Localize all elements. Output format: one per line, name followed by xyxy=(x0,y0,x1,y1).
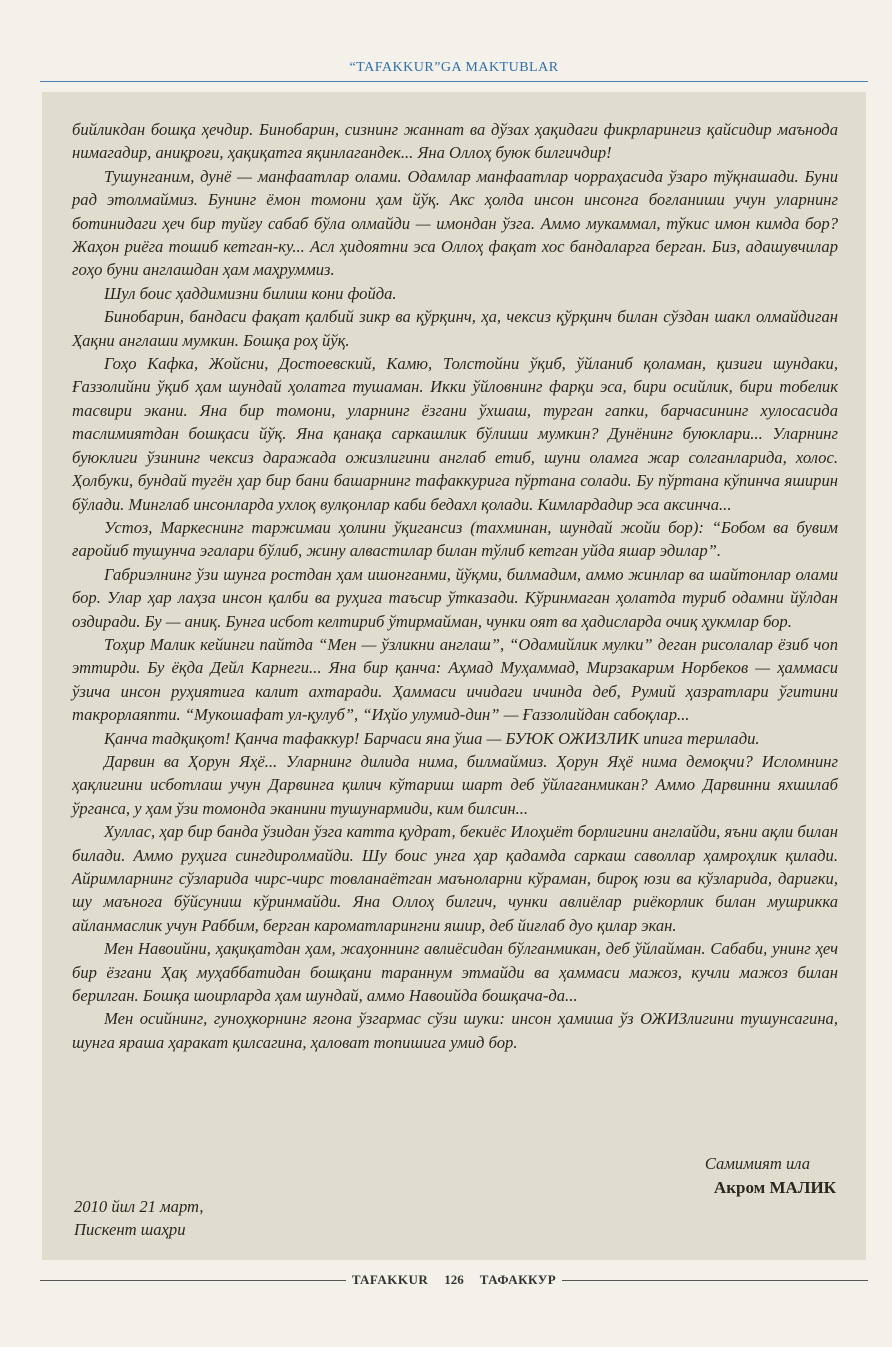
article-body xyxy=(72,118,838,1054)
paragraph: Тоҳир Малик кейинги пайтда “Мен — ўзликни англаш”, “Одамийлик мулки” деган рисолалар ёзиб чоп эттирди. Бу ёқда Дейл Карнеги... Яна бир қанча: Аҳмад Муҳаммад, Мирзакарим Норбеков — ҳаммаси ўзича инсон руҳиятига калит ахтаради. Ҳаммаси ичидаги ичинда деб, Румий ҳазратлари ўгитини такрорлаяпти. “Мукошафат ул-қулуб”, “Иҳйо улумид-дин” — Ғаззолийдан сабоқлар... xyxy=(72,634,838,725)
paragraph: Габриэлнинг ўзи шунга ростдан ҳам ишонганми, йўқми, билмадим, аммо жинлар ва шайтонлар олами бор. Улар ҳар лаҳза инсон қалби ва руҳига таъсир ўтказади. Кўринмаган ҳолатда туриб одамни йўлдан оздиради. Бу — аниқ. Бунга исбот келтириб ўтирмайман, чунки оят ва ҳадисларда очиқ ҳукмлар бор. xyxy=(72,564,838,631)
paragraph: Устоз, Маркеснинг таржимаи ҳолини ўқигансиз (тахминан, шундай жойи бор): “Бобом ва бувим ғаройиб тушунча эгалари бўлиб, жину алвастилар билан тўлиб кетган уйда яшар эдилар”. xyxy=(72,517,838,561)
running-header: “TAFAKKUR”GA MAKTUBLAR xyxy=(349,60,559,75)
page-footer xyxy=(40,1270,868,1290)
footer-label-cyrillic: ТАФАККУР xyxy=(479,1272,557,1287)
paragraph: Гоҳо Кафка, Жойсни, Достоевский, Камю, Толстойни ўқиб, ўйланиб қоламан, қизиғи шундаки, Ғаззолийни ўқиб ҳам шундай ҳолатга тушаман. Икки ўйловнинг фарқи эса, бири осийлик, бири тобелик тасвири экани. Яна бир томони, уларнинг ёзгани ўхшаш, турган гапки, барчасининг хулосасида таслимиятдан бошқаси йўқ. Яна қанақа саркашлик бўлиши мумкин? Дунёнинг буюклари... Уларнинг буюклиги ўзининг чексиз даражада ожизлигини англаб етиб, шуни оламга жар солганларида, холос. Ҳолбуки, бундай тугён ҳар бир бани башарнинг тафаккурига пўртана солади. Бу пўртана кўпинча яширин бўлади. Минглаб инсонларда ухлоқ вулқонлар каби бедахл қолади. Кимлардадир эса аксинча... xyxy=(72,354,838,514)
page-number: 126 xyxy=(444,1272,464,1287)
paragraph: Хуллас, ҳар бир банда ўзидан ўзга катта қудрат, бекиёс Илоҳиёт борлигини англайди, яъни ақли билан билади. Аммо руҳига сингдиролмайди. Шу боис унга ҳар қадамда саркаш саволлар ҳамроҳлик қилади. Айримларнинг сўзларида чирс-чирс товланаётган маъноларни кўраман, бироқ юзи ва кўзларида, дариғки, шу маънога бўйсуниш кўринмайди. Яна Оллоҳ билгич, чунки авлиёлар риёкорлик билан мушрикка айланмаслик учун Раббим, берган кароматларингни яшир, деб йиғлаб дуо қилар экан. xyxy=(72,822,838,935)
paragraph: Дарвин ва Ҳорун Яҳё... Уларнинг дилида нима, билмаймиз. Ҳорун Яҳё нима демоқчи? Исломнинг ҳақлигини исботлаш учун Дарвинга қилич кўтариш шарт деб ўйлаганмикан? Аммо Дарвинни яхшилаб ўрганса, у ҳам ўзи томонда эканини тушунармиди, ким билсин... xyxy=(72,751,838,818)
footer-rule-right xyxy=(562,1280,868,1281)
paragraph: Тушунганим, дунё — манфаатлар олами. Одамлар манфаатлар чорраҳасида ўзаро тўқнашади. Буни рад этолмаймиз. Бунинг ёмон томони ҳам йўқ. Акс ҳолда инсон инсонга боғланиши учун уларнинг ботинидаги ҳеч бир туйғу сабаб бўла олмайди — имондан ўзга. Аммо мукаммал, тўкис имон кимда бор? Жаҳон риёга тошиб кетган-ку... Асл ҳидоятни эса Оллоҳ фақат хос бандаларга берган. Биз, адашувчилар гоҳо буни англашдан ҳам маҳруммиз. xyxy=(72,166,838,280)
paragraph: Мен осийнинг, гуноҳкорнинг ягона ўзгармас сўзи шуки: инсон ҳамиша ўз ОЖИЗлигини тушунсагина, шунга яраша ҳаракат қилсагина, ҳаловат топишига умид бор. xyxy=(72,1009,838,1052)
footer-rule-left xyxy=(40,1280,346,1281)
paragraph: Бинобарин, бандаси фақат қалбий зикр ва қўрқинч, ҳа, чексиз қўрқинч билан сўздан шакл олмайдиган Ҳақни англаши мумкин. Бошқа роҳ йўқ. xyxy=(72,307,838,350)
paragraph: Мен Навоийни, ҳақиқатдан ҳам, жаҳоннинг авлиёсидан бўлганмикан, деб ўйлайман. Сабаби, унинг ҳеч бир ёзгани Ҳақ муҳаббатидан бошқани тараннум этмайди ва ҳаммаси мажоз, кучли мажоз билан берилган. Бошқа шоирларда ҳам шундай, аммо Навоийда бошқача-да... xyxy=(72,939,838,1006)
paragraph: Шул боис ҳаддимизни билиш кони фойда. xyxy=(104,283,397,303)
signature-author: Акром МАЛИК xyxy=(713,1178,836,1197)
signature-closing: Самимият ила xyxy=(704,1154,810,1173)
letter-city: Пискент шаҳри xyxy=(74,1220,186,1239)
header-rule xyxy=(40,81,868,82)
signature-block xyxy=(705,1152,836,1200)
letter-date: 2010 йил 21 март, xyxy=(74,1197,204,1216)
paragraph: бийликдан бошқа ҳечдир. Бинобарин, сизнинг жаннат ва дўзах ҳақидаги фикрларингиз қайсидир маънода нимагадир, аниқроғи, ҳақиқатга яқинлагандек... Яна Оллоҳ буюк билгичдир! xyxy=(72,120,838,163)
footer-label-latin: TAFAKKUR xyxy=(351,1272,429,1287)
place-date-block xyxy=(74,1195,204,1241)
paragraph: Қанча тадқиқот! Қанча тафаккур! Барчаси яна ўша — БУЮК ОЖИЗЛИК ипига терилади. xyxy=(104,728,760,748)
